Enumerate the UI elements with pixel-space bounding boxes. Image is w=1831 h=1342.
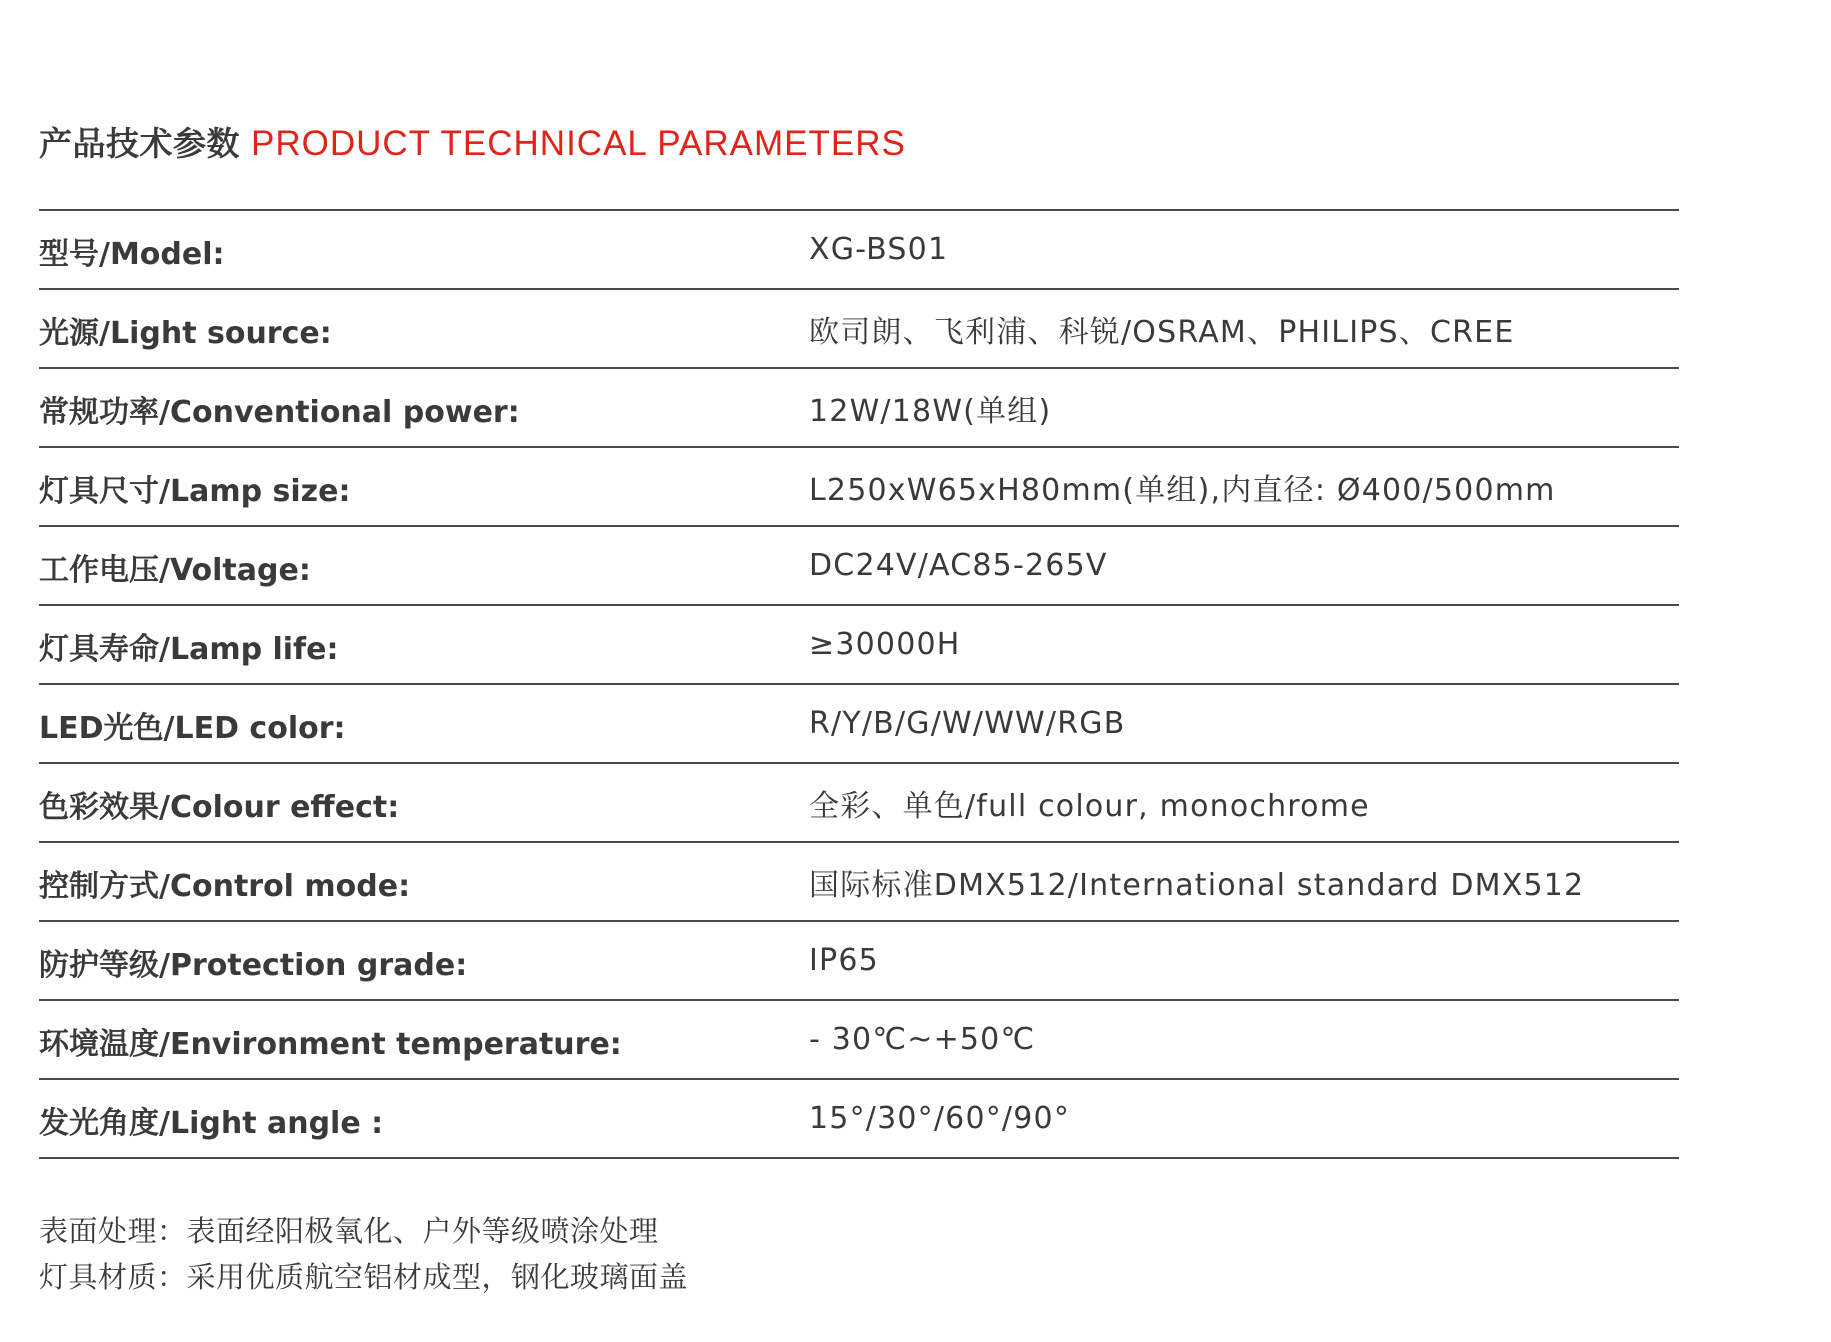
- row-label: 灯具寿命/Lamp life:: [39, 631, 339, 667]
- row-value: DC24V/AC85-265V: [809, 548, 1108, 583]
- row-value: 12W/18W(单组): [809, 393, 1052, 429]
- row-label: 控制方式/Control mode:: [39, 868, 411, 904]
- row-label: 色彩效果/Colour effect:: [39, 789, 400, 825]
- heading-english: PRODUCT TECHNICAL PARAMETERS: [251, 124, 906, 163]
- row-value: XG-BS01: [809, 232, 949, 267]
- table-row-model: [39, 211, 1679, 290]
- heading-chinese: 产品技术参数: [39, 124, 240, 163]
- row-value: R/Y/B/G/W/WW/RGB: [809, 706, 1126, 741]
- table-row-led-color: [39, 685, 1679, 764]
- row-label: LED光色/LED color:: [39, 710, 346, 746]
- table-row-protection-grade: [39, 922, 1679, 1001]
- table-row-control-mode: [39, 843, 1679, 922]
- row-value: L250xW65xH80mm(单组),内直径: Ø400/500mm: [809, 472, 1556, 508]
- table-row-lamp-life: [39, 606, 1679, 685]
- parameters-table: [39, 209, 1679, 1159]
- row-label: 发光角度/Light angle :: [39, 1105, 384, 1141]
- row-value: 国际标准DMX512/International standard DMX512: [809, 867, 1585, 903]
- note-surface-treatment: 表面处理：表面经阳极氧化、户外等级喷涂处理: [39, 1214, 659, 1248]
- row-label: 灯具尺寸/Lamp size:: [39, 473, 351, 509]
- row-value: IP65: [809, 943, 879, 978]
- section-heading: [39, 118, 906, 170]
- row-value: 欧司朗、飞利浦、科锐/OSRAM、PHILIPS、CREE: [809, 314, 1515, 350]
- row-label: 光源/Light source:: [39, 315, 332, 351]
- row-label: 常规功率/Conventional power:: [39, 394, 520, 430]
- table-row-voltage: [39, 527, 1679, 606]
- row-value: ≥30000H: [809, 627, 961, 662]
- notes-block: [39, 1208, 688, 1300]
- table-row-light-angle: [39, 1080, 1679, 1159]
- table-row-power: [39, 369, 1679, 448]
- row-label: 环境温度/Environment temperature:: [39, 1026, 622, 1062]
- row-value: 全彩、单色/full colour, monochrome: [809, 788, 1370, 824]
- row-label: 防护等级/Protection grade:: [39, 947, 468, 983]
- row-value: 15°/30°/60°/90°: [809, 1101, 1071, 1136]
- note-lamp-material: 灯具材质：采用优质航空铝材成型，钢化玻璃面盖: [39, 1260, 689, 1294]
- table-row-lamp-size: [39, 448, 1679, 527]
- row-label: 型号/Model:: [39, 236, 225, 272]
- row-label: 工作电压/Voltage:: [39, 552, 311, 588]
- row-value: - 30℃~+50℃: [809, 1022, 1036, 1057]
- table-row-light-source: [39, 290, 1679, 369]
- table-row-environment-temperature: [39, 1001, 1679, 1080]
- table-row-colour-effect: [39, 764, 1679, 843]
